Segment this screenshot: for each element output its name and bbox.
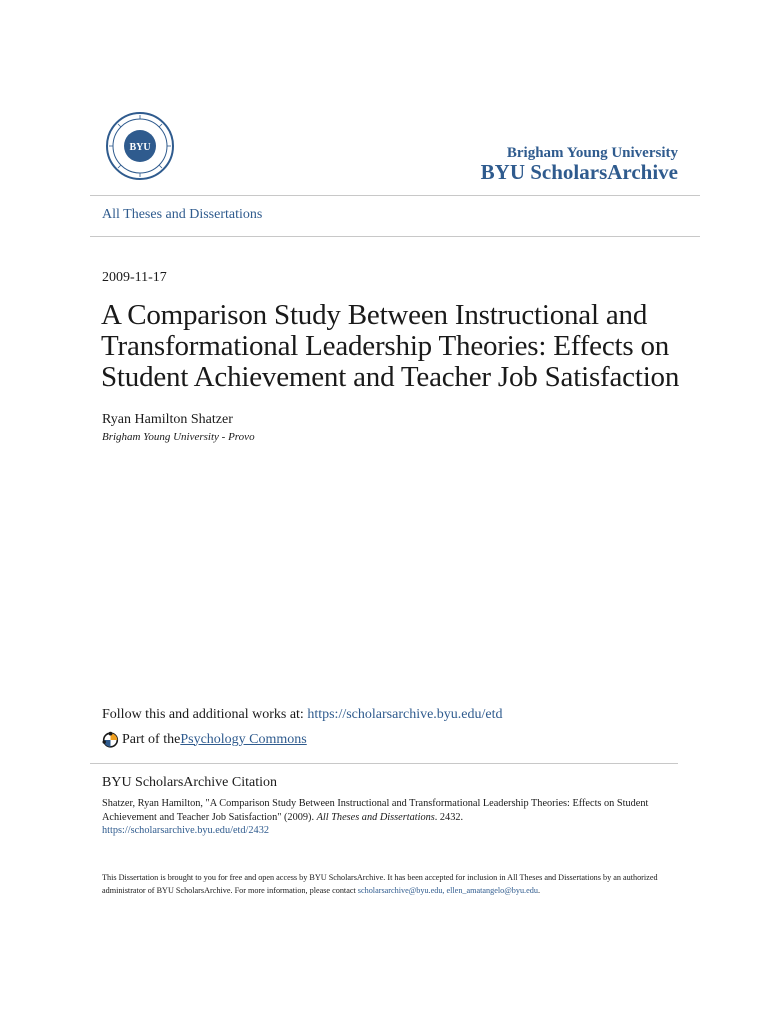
follow-label: Follow this and additional works at: bbox=[102, 707, 308, 722]
citation-text: Shatzer, Ryan Hamilton, "A Comparison Study Between Instructional and Transformational Leadership Theories: Effects on Student Achievement and Teacher Job Satisfaction" (2009). bbox=[102, 798, 649, 823]
network-commons-icon bbox=[102, 731, 119, 748]
header-university: Brigham Young University bbox=[506, 145, 678, 161]
citation-series: All Theses and Dissertations bbox=[316, 811, 435, 823]
seal-text: BYU bbox=[129, 142, 151, 153]
header-divider bbox=[90, 195, 700, 196]
part-of-line bbox=[102, 731, 307, 748]
title-line: Transformational Leadership Theories: Effects on bbox=[101, 330, 670, 362]
part-of-label: Part of the bbox=[122, 731, 181, 747]
follow-url-link[interactable]: https://scholarsarchive.byu.edu/etd bbox=[307, 707, 503, 722]
byu-seal-logo bbox=[106, 112, 174, 180]
author-name: Ryan Hamilton Shatzer bbox=[102, 412, 233, 427]
title-line: A Comparison Study Between Instructional and bbox=[101, 299, 648, 331]
access-notice bbox=[102, 872, 682, 897]
collection-link[interactable]: All Theses and Dissertations bbox=[102, 207, 263, 222]
follow-line bbox=[102, 707, 503, 723]
title-line: Student Achievement and Teacher Job Satisfaction bbox=[101, 361, 680, 393]
psychology-commons-link[interactable]: Psychology Commons bbox=[180, 731, 307, 747]
citation-url-link[interactable]: https://scholarsarchive.byu.edu/etd/2432 bbox=[102, 825, 270, 836]
author-affiliation: Brigham Young University - Provo bbox=[102, 431, 255, 443]
citation-body bbox=[102, 797, 677, 838]
citation-divider bbox=[90, 763, 678, 764]
access-notice-end: . bbox=[537, 885, 540, 895]
access-notice-text: This Dissertation is brought to you for free and open access by BYU ScholarsArchive. It has been accepted for inclusion in All Theses and Dissertations by an authorized administrator of BYU ScholarsArchive. For more information, please contact bbox=[102, 873, 658, 895]
citation-number: . 2432. bbox=[434, 811, 464, 823]
header-archive-title[interactable]: BYU ScholarsArchive bbox=[480, 160, 678, 184]
contact-email-links[interactable]: scholarsarchive@byu.edu, ellen_amatangelo@byu.edu bbox=[357, 885, 538, 895]
citation-heading: BYU ScholarsArchive Citation bbox=[102, 775, 277, 790]
document-title bbox=[101, 300, 721, 393]
collection-divider bbox=[90, 236, 700, 237]
publication-date: 2009-11-17 bbox=[102, 270, 167, 285]
